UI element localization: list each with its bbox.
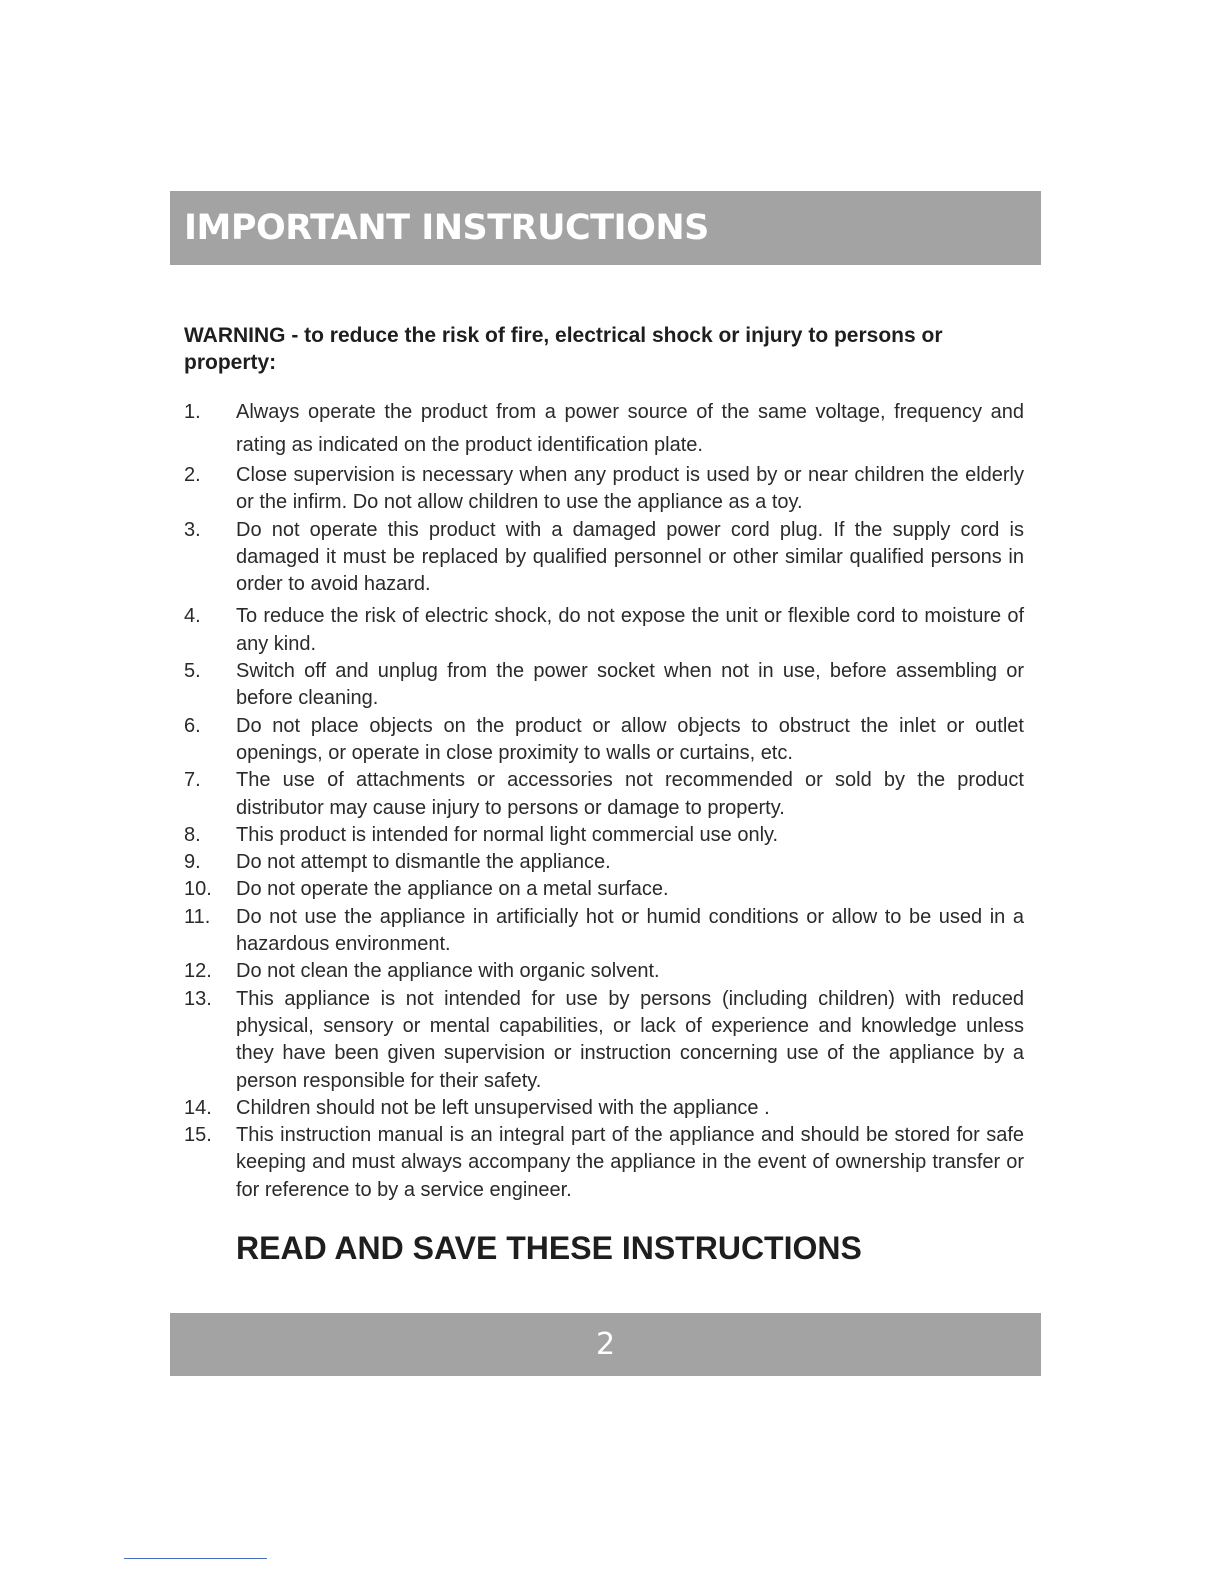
item-number: 8. bbox=[184, 823, 201, 846]
item-text: Do not use the appliance in artificially hot or humid conditions or allow to be used in a hazardous environment. bbox=[236, 905, 1024, 956]
item-text: Children should not be left unsupervised with the appliance . bbox=[236, 1096, 770, 1119]
item-text: This product is intended for normal light commercial use only. bbox=[236, 823, 779, 846]
item-text: Do not place objects on the product or allow objects to obstruct the inlet or outlet openings, or operate in close proximity to walls or curtains, etc. bbox=[236, 714, 1024, 764]
item-text: Do not operate this product with a damaged power cord plug. If the supply cord is damaged it must be replaced by qualified personnel or other similar qualified persons in order to avoid hazard. bbox=[236, 518, 1024, 596]
item-text: Do not attempt to dismantle the appliance. bbox=[236, 851, 611, 874]
list-item bbox=[184, 603, 1024, 658]
item-number: 2. bbox=[184, 464, 201, 486]
item-number: 7. bbox=[184, 769, 201, 792]
item-text: Close supervision is necessary when any product is used by or near children the elderly or the infirm. Do not allow children to use the appliance as a toy. bbox=[236, 464, 1024, 514]
list-item bbox=[184, 767, 1024, 822]
list-item bbox=[184, 517, 1024, 599]
item-number: 10. bbox=[184, 878, 212, 901]
item-text: This appliance is not intended for use by persons (including children) with reduced physical, sensory or mental capabilities, or lack of experience and knowledge unless they have been given supervision or instruction concerning use of the appliance by a person responsible for their safety. bbox=[236, 987, 1024, 1092]
warning-text: WARNING - to reduce the risk of fire, electrical shock or injury to persons or property: bbox=[184, 324, 943, 374]
list-item bbox=[184, 849, 1024, 876]
list-item bbox=[184, 713, 1024, 768]
list-item bbox=[184, 462, 1024, 517]
list-item bbox=[184, 986, 1024, 1095]
list-item bbox=[184, 958, 1024, 985]
list-item bbox=[184, 1122, 1024, 1204]
item-text: Do not clean the appliance with organic solvent. bbox=[236, 960, 660, 983]
item-number: 1. bbox=[184, 401, 201, 423]
item-number: 9. bbox=[184, 851, 201, 874]
list-item bbox=[184, 904, 1024, 959]
item-text: The use of attachments or accessories not recommended or sold by the product distributor may cause injury to persons or damage to property. bbox=[236, 769, 1024, 819]
item-text: This instruction manual is an integral part of the appliance and should be stored for safe keeping and must always accompany the appliance in the event of ownership transfer or for reference to by a service engineer. bbox=[236, 1124, 1024, 1201]
instructions-list bbox=[184, 396, 1024, 1204]
page-number: 2 bbox=[595, 1327, 616, 1362]
header-band bbox=[170, 191, 1041, 265]
item-number: 12. bbox=[184, 960, 212, 983]
item-text: Do not operate the appliance on a metal surface. bbox=[236, 878, 669, 901]
item-number: 14. bbox=[184, 1096, 212, 1119]
item-number: 13. bbox=[184, 987, 212, 1010]
item-number: 3. bbox=[184, 518, 201, 541]
item-text: To reduce the risk of electric shock, do not expose the unit or flexible cord to moisture of any kind. bbox=[236, 605, 1024, 655]
footer-band bbox=[170, 1313, 1041, 1376]
item-number: 6. bbox=[184, 714, 201, 737]
page-title: IMPORTANT INSTRUCTIONS bbox=[184, 208, 709, 248]
footnote-divider bbox=[124, 1558, 267, 1559]
item-number: 15. bbox=[184, 1124, 212, 1147]
item-number: 5. bbox=[184, 660, 201, 683]
item-text: Switch off and unplug from the power socket when not in use, before assembling or before cleaning. bbox=[236, 660, 1024, 710]
item-number: 4. bbox=[184, 605, 201, 628]
list-item bbox=[184, 396, 1024, 462]
list-item bbox=[184, 1095, 1024, 1122]
item-number: 11. bbox=[184, 905, 211, 928]
closing-heading: READ AND SAVE THESE INSTRUCTIONS bbox=[236, 1230, 862, 1266]
list-item bbox=[184, 822, 1024, 849]
list-item bbox=[184, 876, 1024, 903]
list-item bbox=[184, 658, 1024, 713]
item-text: Always operate the product from a power source of the same voltage, frequency and rating as indicated on the product identification plate. bbox=[236, 401, 1024, 456]
